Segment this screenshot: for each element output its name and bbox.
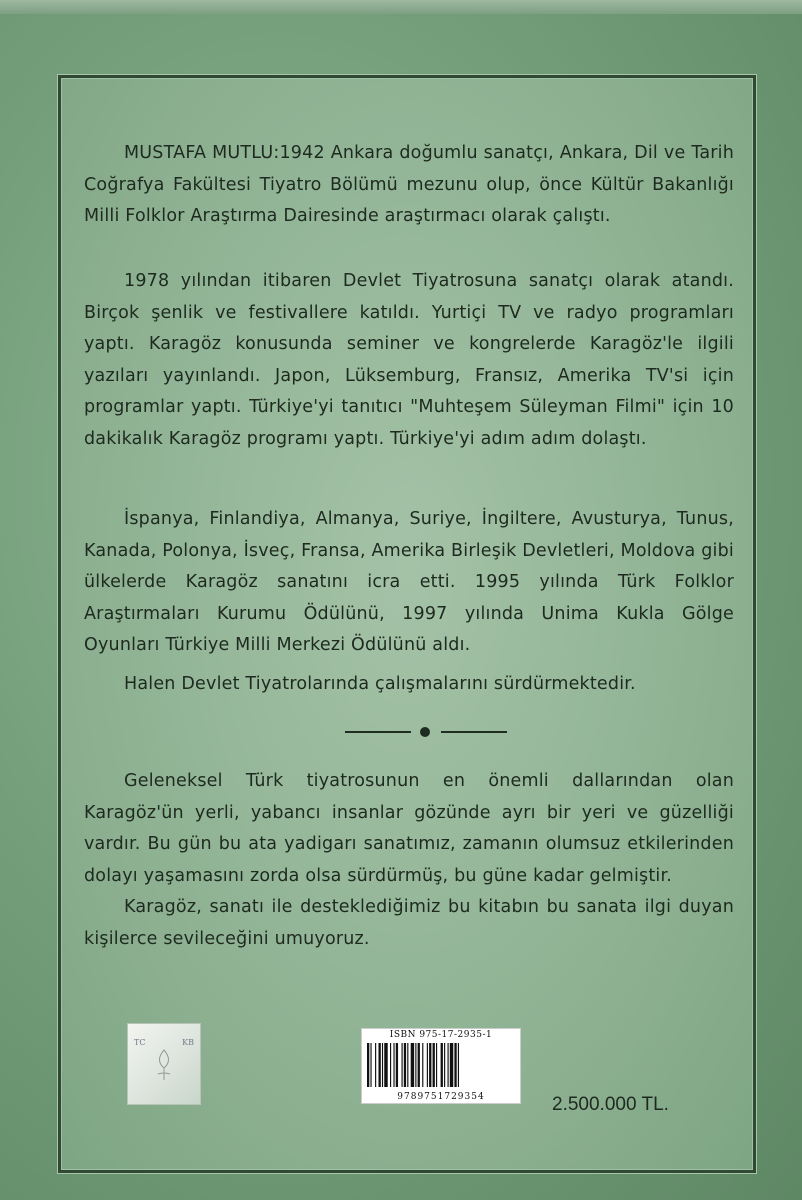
barcode-bar <box>427 1043 428 1087</box>
divider-line-right <box>441 731 507 733</box>
barcode-bar <box>450 1043 453 1087</box>
barcode-bar <box>458 1043 459 1087</box>
section-divider <box>345 725 507 739</box>
bio-paragraph-1: MUSTAFA MUTLU:1942 Ankara doğumlu sanatçı, Ankara, Dil ve Tarih Coğrafya Fakültesi Tiyatro Bölümü mezunu olup, önce Kültür Bakanlığı Milli Folklor Araştırma Dairesinde araştırmacı olarak çalıştı. <box>84 143 734 226</box>
barcode-bar <box>382 1043 383 1087</box>
bio-paragraph-2: 1978 yılından itibaren Devlet Tiyatrosuna sanatçı olarak atandı. Birçok şenlik ve festivallere katıldı. Yurtiçi TV ve radyo programları yaptı. Karagöz konusunda seminer ve kongrelerde Karagöz'le ilgili yazıları yayınlandı. Japon, Lüksemburg, Fransız, Amerika TV'si için programlar yaptı. Türkiye'yi tanıtıcı "Muhteşem Süleyman Filmi" için 10 dakikalık Karagöz programı yaptı. Türkiye'yi adım adım dolaştı. <box>84 271 734 449</box>
sticker-left-text: TC <box>134 1038 146 1047</box>
blurb-paragraph-1: Geleneksel Türk tiyatrosunun en önemli dallarından olan Karagöz'ün yerli, yabancı insanlar gözünde ayrı bir yeri ve güzelliği vardır. Bu gün bu ata yadigarı sanatımız, zamanın olumsuz etkilerinden dolayı yaşamasını zorda olsa sürdürmüş, bu güne kadar gelmiştir. <box>84 771 734 886</box>
barcode-bar <box>393 1043 394 1087</box>
barcode-bar <box>396 1043 398 1087</box>
divider-line-left <box>345 731 411 733</box>
barcode-bar <box>429 1043 431 1087</box>
barcode-bar <box>384 1043 387 1087</box>
top-edge <box>0 0 802 14</box>
barcode-bar <box>390 1043 391 1087</box>
barcode-bar <box>436 1043 437 1087</box>
barcode-bar <box>454 1043 456 1087</box>
barcode-bar <box>433 1043 435 1087</box>
barcode-bars <box>367 1043 515 1087</box>
barcode-bar <box>448 1043 449 1087</box>
barcode-bar <box>370 1043 371 1087</box>
hologram-sticker <box>127 1023 201 1105</box>
barcode-bar <box>379 1043 381 1087</box>
bio-paragraph-3: İspanya, Finlandiya, Almanya, Suriye, İngiltere, Avusturya, Tunus, Kanada, Polonya, İsveç, Fransa, Amerika Birleşik Devletleri, Moldova gibi ülkelerde Karagöz sanatını icra etti. 1995 yılında Türk Folklor Araştırmaları Kurumu Ödülünü, 1997 yılında Unima Kukla Gölge Oyunları Türkiye Milli Merkezi Ödülünü aldı. <box>84 509 734 655</box>
barcode-bar <box>411 1043 414 1087</box>
isbn-label: ISBN 975-17-2935-1 <box>389 1030 493 1040</box>
barcode-number: 9789751729354 <box>397 1092 485 1102</box>
barcode-bar <box>375 1043 376 1087</box>
bio-paragraph-4: Halen Devlet Tiyatrolarında çalışmalarını sürdürmektedir. <box>124 674 636 694</box>
barcode-bar <box>441 1043 443 1087</box>
barcode-bar <box>407 1043 408 1087</box>
barcode-bar <box>422 1043 423 1087</box>
barcode-bar <box>418 1043 420 1087</box>
barcode-bar <box>415 1043 416 1087</box>
barcode-bar <box>402 1043 403 1087</box>
sticker-right-text: KB <box>182 1038 194 1047</box>
tulip-emblem-icon <box>149 1046 179 1086</box>
blurb-text <box>84 766 734 955</box>
barcode-bar <box>404 1043 406 1087</box>
isbn-barcode <box>361 1028 521 1104</box>
price-label: 2.500.000 TL. <box>552 1094 669 1115</box>
barcode-bar <box>367 1043 369 1087</box>
barcode-bar <box>444 1043 445 1087</box>
blurb-paragraph-2: Karagöz, sanatı ile desteklediğimiz bu kitabın bu sanata ilgi duyan kişilerce sevileceğini umuyoruz. <box>84 897 734 949</box>
divider-dot <box>420 727 430 737</box>
